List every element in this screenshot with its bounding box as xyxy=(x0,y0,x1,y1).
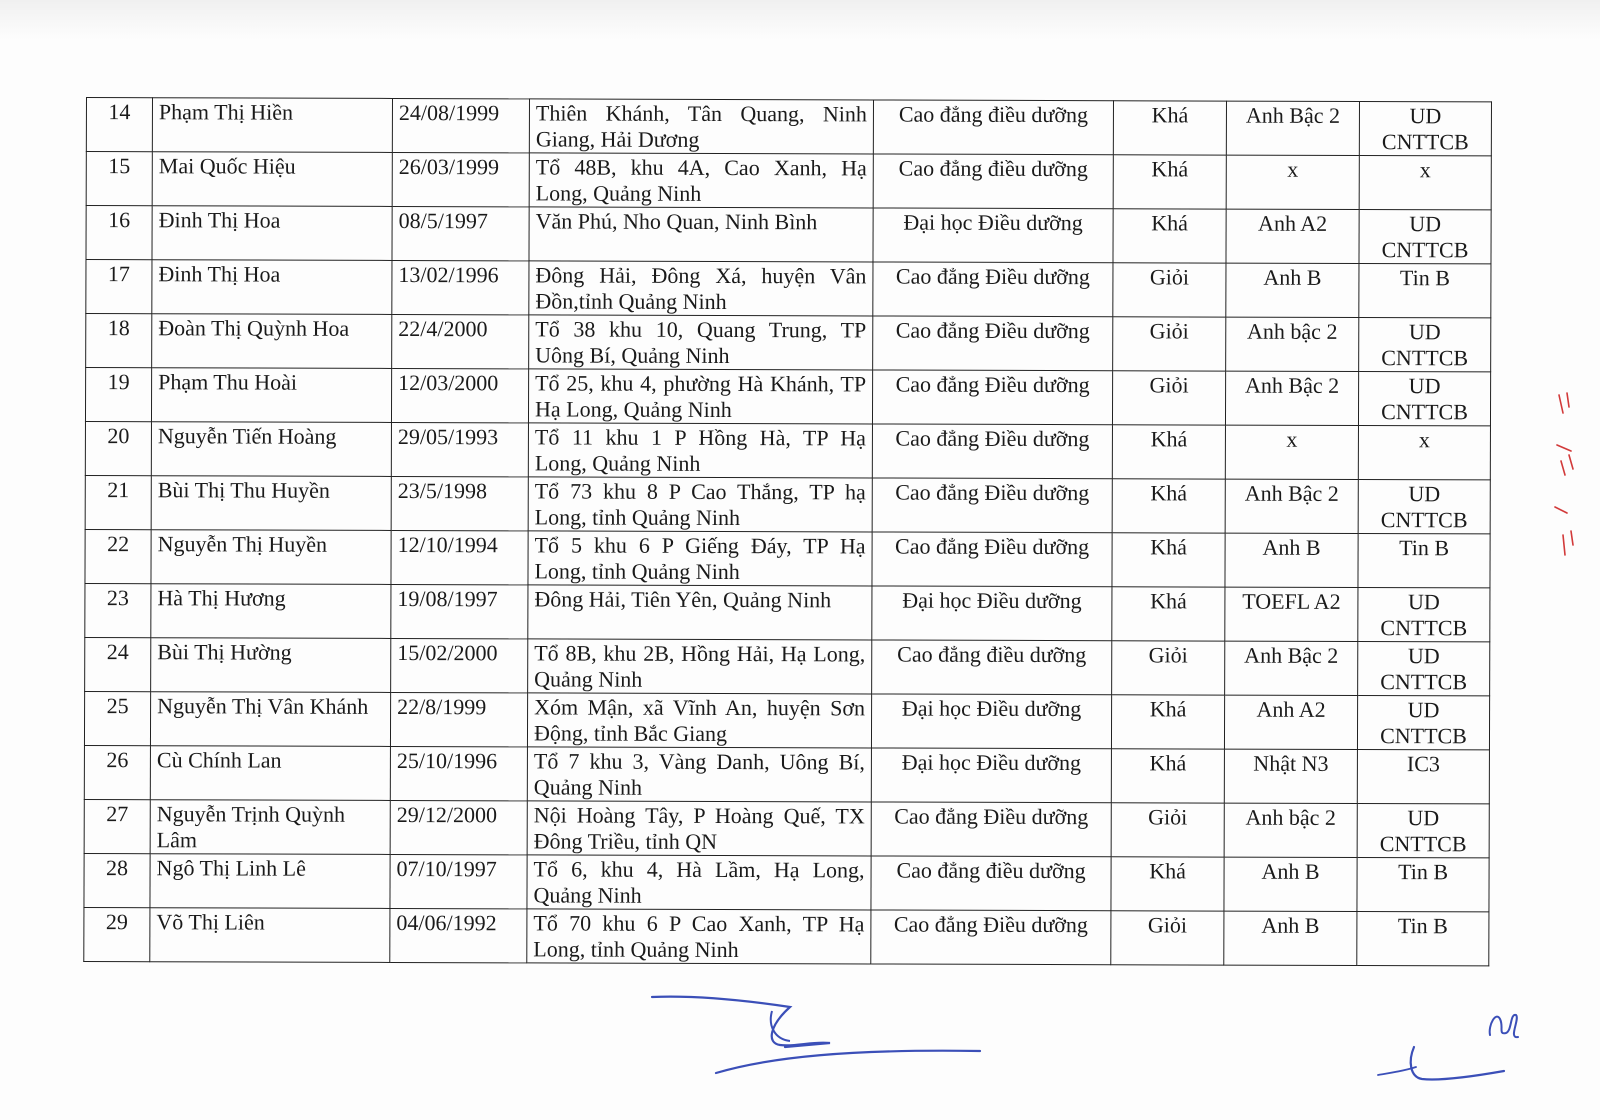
cell-major: Cao đẳng điều dưỡng xyxy=(872,640,1112,695)
cell-language-cert: Anh B xyxy=(1224,857,1357,911)
cell-it-cert: UD CNTTCB xyxy=(1359,210,1491,264)
cell-major: Cao đẳng Điều dưỡng xyxy=(873,262,1113,317)
cell-address: Đông Hải, Tiên Yên, Quảng Ninh xyxy=(528,585,872,640)
cell-full-name: Bùi Thị Hường xyxy=(151,638,391,693)
table-row xyxy=(84,799,1489,857)
table-row xyxy=(86,98,1491,156)
cell-classification: Khá xyxy=(1113,209,1226,263)
cell-full-name: Hà Thị Hương xyxy=(151,584,391,639)
cell-number: 15 xyxy=(86,152,152,206)
cell-date-of-birth: 22/4/2000 xyxy=(392,314,529,368)
cell-classification: Giỏi xyxy=(1111,911,1224,965)
cell-full-name: Đinh Thị Hoa xyxy=(152,206,392,261)
cell-language-cert: Anh Bậc 2 xyxy=(1225,641,1358,695)
cell-date-of-birth: 08/5/1997 xyxy=(392,206,529,260)
cell-date-of-birth: 15/02/2000 xyxy=(391,638,528,692)
stamp-edge-marks xyxy=(1545,385,1585,575)
cell-it-cert: Tin B xyxy=(1358,533,1490,587)
table-row xyxy=(84,691,1489,749)
cell-date-of-birth: 19/08/1997 xyxy=(391,584,528,638)
cell-number: 17 xyxy=(86,260,152,314)
cell-classification: Giỏi xyxy=(1111,803,1224,857)
cell-full-name: Nguyễn Tiến Hoàng xyxy=(151,422,391,477)
cell-address: Tổ 25, khu 4, phường Hà Khánh, TP Hạ Long, Quảng Ninh xyxy=(528,369,872,424)
table-row xyxy=(85,637,1490,695)
cell-classification: Giỏi xyxy=(1113,263,1226,317)
cell-major: Đại học Điều dưỡng xyxy=(872,586,1112,641)
cell-address: Văn Phú, Nho Quan, Ninh Bình xyxy=(529,207,873,262)
cell-language-cert: Nhật N3 xyxy=(1224,749,1357,803)
cell-date-of-birth: 04/06/1992 xyxy=(390,908,527,962)
cell-major: Đại học Điều dưỡng xyxy=(871,748,1111,803)
cell-it-cert: UD CNTTCB xyxy=(1358,479,1490,533)
cell-number: 28 xyxy=(84,853,150,907)
cell-it-cert: UD CNTTCB xyxy=(1359,317,1491,371)
cell-major: Cao đẳng Điều dưỡng xyxy=(872,478,1112,533)
cell-language-cert: Anh Bậc 2 xyxy=(1226,101,1359,155)
cell-classification: Khá xyxy=(1112,587,1225,641)
cell-date-of-birth: 22/8/1999 xyxy=(390,692,527,746)
cell-classification: Khá xyxy=(1113,155,1226,209)
cell-major: Cao đẳng Điều dưỡng xyxy=(871,802,1111,857)
cell-address: Xóm Mận, xã Vĩnh An, huyện Sơn Động, tỉnh Bắc Giang xyxy=(527,693,871,748)
cell-number: 27 xyxy=(84,799,150,853)
cell-language-cert: Anh Bậc 2 xyxy=(1225,479,1358,533)
cell-language-cert: Anh A2 xyxy=(1226,209,1359,263)
cell-full-name: Đinh Thị Hoa xyxy=(152,260,392,315)
cell-number: 21 xyxy=(85,475,151,529)
cell-it-cert: Tin B xyxy=(1359,264,1491,318)
table-row xyxy=(84,907,1489,965)
cell-number: 23 xyxy=(85,583,151,637)
cell-address: Tổ 11 khu 1 P Hồng Hà, TP Hạ Long, Quảng Ninh xyxy=(528,423,872,478)
cell-number: 19 xyxy=(85,368,151,422)
cell-classification: Khá xyxy=(1113,101,1226,155)
cell-address: Tổ 7 khu 3, Vàng Danh, Uông Bí, Quảng Ninh xyxy=(527,747,871,802)
cell-it-cert: UD CNTTCB xyxy=(1357,803,1489,857)
signature-center xyxy=(640,985,990,1085)
cell-address: Tổ 73 khu 8 P Cao Thắng, TP hạ Long, tỉnh Quảng Ninh xyxy=(528,477,872,532)
table-row xyxy=(85,529,1490,587)
cell-number: 25 xyxy=(84,691,150,745)
cell-full-name: Phạm Thu Hoài xyxy=(151,368,391,423)
cell-number: 16 xyxy=(86,206,152,260)
table-row xyxy=(84,853,1489,911)
cell-classification: Giỏi xyxy=(1112,371,1225,425)
cell-address: Đông Hải, Đông Xá, huyện Vân Đồn,tỉnh Quảng Ninh xyxy=(529,261,873,316)
cell-date-of-birth: 26/03/1999 xyxy=(392,152,529,206)
table-row xyxy=(86,152,1491,210)
cell-it-cert: x xyxy=(1358,425,1490,479)
cell-full-name: Cù Chính Lan xyxy=(150,746,390,801)
candidate-table-body xyxy=(84,98,1492,966)
table-row xyxy=(86,260,1491,318)
cell-classification: Khá xyxy=(1112,533,1225,587)
table-row xyxy=(85,583,1490,641)
cell-address: Nội Hoàng Tây, P Hoàng Quế, TX Đông Triều, tỉnh QN xyxy=(527,801,871,856)
cell-date-of-birth: 12/03/2000 xyxy=(391,368,528,422)
table-row xyxy=(86,206,1491,264)
cell-it-cert: Tin B xyxy=(1357,857,1489,911)
cell-major: Đại học Điều dưỡng xyxy=(873,208,1113,263)
table-row xyxy=(85,475,1490,533)
cell-full-name: Đoàn Thị Quỳnh Hoa xyxy=(152,314,392,369)
cell-language-cert: Anh bậc 2 xyxy=(1224,803,1357,857)
cell-it-cert: UD CNTTCB xyxy=(1357,695,1489,749)
cell-it-cert: UD CNTTCB xyxy=(1358,641,1490,695)
cell-number: 20 xyxy=(85,421,151,475)
cell-classification: Khá xyxy=(1111,857,1224,911)
cell-language-cert: Anh bậc 2 xyxy=(1226,317,1359,371)
cell-address: Thiên Khánh, Tân Quang, Ninh Giang, Hải Dương xyxy=(529,99,873,154)
cell-address: Tổ 5 khu 6 P Giếng Đáy, TP Hạ Long, tỉnh Quảng Ninh xyxy=(528,531,872,586)
cell-major: Cao đẳng Điều dưỡng xyxy=(872,424,1112,479)
cell-number: 24 xyxy=(85,637,151,691)
cell-full-name: Bùi Thị Thu Huyền xyxy=(151,476,391,531)
cell-date-of-birth: 25/10/1996 xyxy=(390,746,527,800)
cell-language-cert: x xyxy=(1225,425,1358,479)
cell-language-cert: Anh Bậc 2 xyxy=(1225,371,1358,425)
cell-language-cert: Anh B xyxy=(1225,533,1358,587)
cell-major: Cao đẳng điều dưỡng xyxy=(873,100,1113,155)
cell-major: Cao đẳng Điều dưỡng xyxy=(872,532,1112,587)
cell-full-name: Ngô Thị Linh Lê xyxy=(150,854,390,909)
cell-date-of-birth: 29/12/2000 xyxy=(390,800,527,854)
scan-shading xyxy=(0,0,1600,40)
cell-it-cert: UD CNTTCB xyxy=(1359,102,1491,156)
cell-classification: Giỏi xyxy=(1112,641,1225,695)
cell-number: 22 xyxy=(85,529,151,583)
cell-number: 29 xyxy=(84,907,150,961)
cell-classification: Khá xyxy=(1111,749,1224,803)
cell-full-name: Nguyễn Thị Huyền xyxy=(151,530,391,585)
cell-language-cert: Anh B xyxy=(1224,911,1357,965)
cell-it-cert: x xyxy=(1359,156,1491,210)
cell-major: Cao đẳng Điều dưỡng xyxy=(872,370,1112,425)
cell-number: 18 xyxy=(86,314,152,368)
cell-address: Tổ 70 khu 6 P Cao Xanh, TP Hạ Long, tỉnh Quảng Ninh xyxy=(527,909,871,964)
table-row xyxy=(85,421,1490,479)
cell-date-of-birth: 23/5/1998 xyxy=(391,476,528,530)
cell-address: Tổ 6, khu 4, Hà Lầm, Hạ Long, Quảng Ninh xyxy=(527,855,871,910)
cell-classification: Khá xyxy=(1111,695,1224,749)
table-row xyxy=(86,314,1491,372)
cell-language-cert: Anh A2 xyxy=(1224,695,1357,749)
cell-major: Cao đẳng điều dưỡng xyxy=(873,154,1113,209)
cell-language-cert: x xyxy=(1226,155,1359,209)
cell-full-name: Mai Quốc Hiệu xyxy=(152,152,392,207)
candidate-table xyxy=(83,97,1492,966)
cell-address: Tổ 8B, khu 2B, Hồng Hải, Hạ Long, Quảng Ninh xyxy=(528,639,872,694)
cell-date-of-birth: 12/10/1994 xyxy=(391,530,528,584)
cell-number: 26 xyxy=(84,745,150,799)
cell-number: 14 xyxy=(86,98,152,152)
cell-date-of-birth: 13/02/1996 xyxy=(392,260,529,314)
cell-classification: Khá xyxy=(1112,425,1225,479)
cell-full-name: Võ Thị Liên xyxy=(150,908,390,963)
cell-major: Cao đẳng điều dưỡng xyxy=(871,856,1111,911)
cell-it-cert: UD CNTTCB xyxy=(1358,371,1490,425)
signature-right xyxy=(1370,1005,1570,1105)
cell-date-of-birth: 29/05/1993 xyxy=(391,422,528,476)
cell-major: Đại học Điều dưỡng xyxy=(871,694,1111,749)
cell-address: Tổ 48B, khu 4A, Cao Xanh, Hạ Long, Quảng Ninh xyxy=(529,153,873,208)
cell-full-name: Phạm Thị Hiền xyxy=(152,98,392,153)
cell-major: Cao đẳng Điều dưỡng xyxy=(873,316,1113,371)
cell-it-cert: UD CNTTCB xyxy=(1358,587,1490,641)
table-row xyxy=(84,745,1489,803)
cell-address: Tổ 38 khu 10, Quang Trung, TP Uông Bí, Quảng Ninh xyxy=(529,315,873,370)
cell-full-name: Nguyễn Thị Vân Khánh xyxy=(150,692,390,747)
cell-classification: Giỏi xyxy=(1113,317,1226,371)
cell-date-of-birth: 07/10/1997 xyxy=(390,854,527,908)
cell-it-cert: Tin B xyxy=(1357,911,1489,965)
cell-full-name: Nguyễn Trịnh Quỳnh Lâm xyxy=(150,800,390,855)
cell-date-of-birth: 24/08/1999 xyxy=(392,98,529,152)
cell-it-cert: IC3 xyxy=(1357,749,1489,803)
cell-language-cert: Anh B xyxy=(1226,263,1359,317)
table-row xyxy=(85,368,1490,426)
cell-classification: Khá xyxy=(1112,479,1225,533)
cell-language-cert: TOEFL A2 xyxy=(1225,587,1358,641)
cell-major: Cao đẳng Điều dưỡng xyxy=(871,910,1111,965)
